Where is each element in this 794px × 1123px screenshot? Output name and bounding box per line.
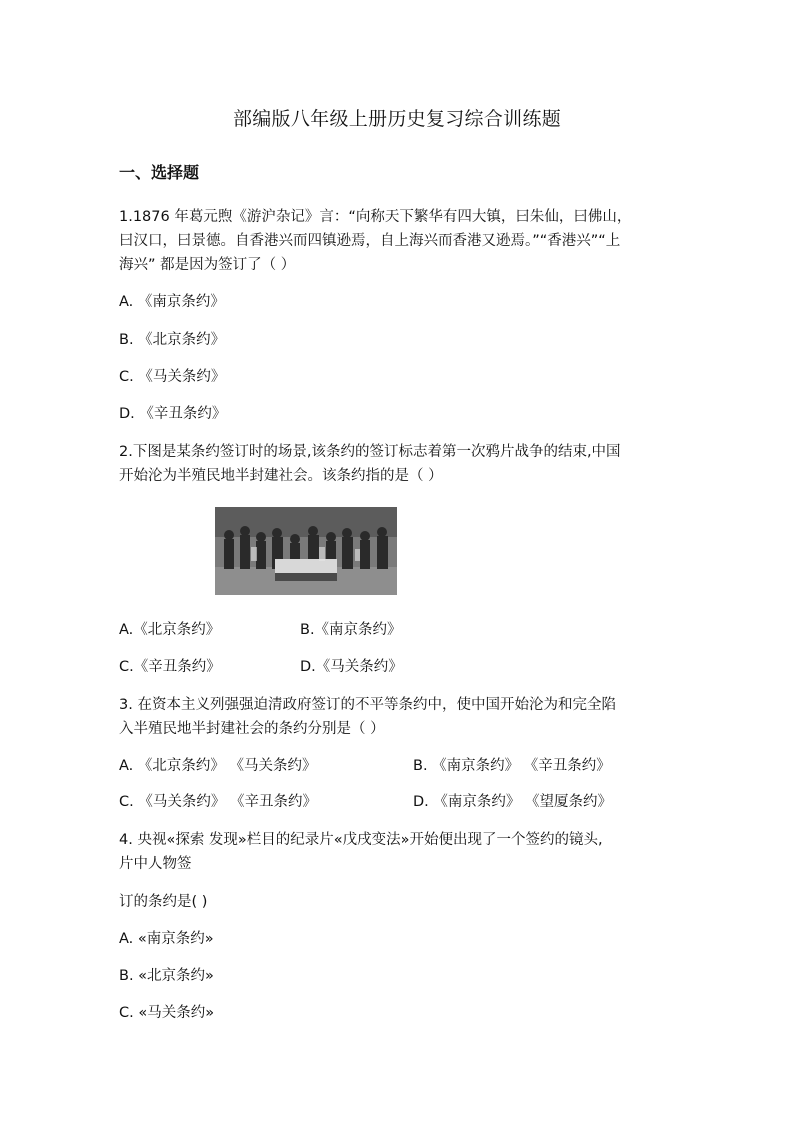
q1-stem-line1: 1.1876 年葛元煦《游沪杂记》言：“向称天下繁华有四大镇，曰朱仙，曰佛山， xyxy=(119,209,632,225)
page-title: 部编版八年级上册历史复习综合训练题 xyxy=(232,108,562,130)
q1-stem-line3: 海兴” 都是因为签订了（ ） xyxy=(119,257,296,273)
q4-option-a: A. «南京条约» xyxy=(119,931,214,947)
q3-stem-line2: 入半殖民地半封建社会的条约分别是（ ） xyxy=(119,721,385,737)
treaty-signing-photo xyxy=(215,507,397,595)
q4-stem-line3: 订的条约是( ) xyxy=(119,894,208,910)
q1-option-d: D. 《辛丑条约》 xyxy=(119,406,227,422)
q3-option-d: D. 《南京条约》 《望厦条约》 xyxy=(413,794,612,810)
q2-stem-line2: 开始沦为半殖民地半封建社会。该条约指的是（ ） xyxy=(119,468,443,484)
q1-stem-line2: 曰汉口，曰景德。自香港兴而四镇逊焉，自上海兴而香港又逊焉。”“香港兴”“上 xyxy=(119,233,621,249)
q4-option-c: C. «马关条约» xyxy=(119,1005,215,1021)
q2-stem-line1: 2.下图是某条约签订时的场景,该条约的签订标志着第一次鸦片战争的结束,中国 xyxy=(119,444,621,460)
q4-stem-line2: 片中人物签 xyxy=(119,856,192,872)
q1-option-c: C. 《马关条约》 xyxy=(119,369,226,385)
section-heading: 一、选择题 xyxy=(119,163,200,182)
q4-stem-line1: 4. 央视«探索 发现»栏目的纪录片«戊戌变法»开始便出现了一个签约的镜头, xyxy=(119,832,603,848)
q3-option-c: C. 《马关条约》 《辛丑条约》 xyxy=(119,794,317,810)
q3-stem-line1: 3. 在资本主义列强强迫清政府签订的不平等条约中，使中国开始沦为和完全陷 xyxy=(119,697,616,713)
q2-option-a: A.《北京条约》 xyxy=(119,622,221,638)
q2-option-c: C.《辛丑条约》 xyxy=(119,659,221,675)
q3-option-a: A. 《北京条约》 《马关条约》 xyxy=(119,758,317,774)
q2-option-d: D.《马关条约》 xyxy=(300,659,403,675)
q2-option-b: B.《南京条约》 xyxy=(300,622,402,638)
q1-option-b: B. 《北京条约》 xyxy=(119,332,226,348)
q3-option-b: B. 《南京条约》 《辛丑条约》 xyxy=(413,758,611,774)
q4-option-b: B. «北京条约» xyxy=(119,968,214,984)
q1-option-a: A. 《南京条约》 xyxy=(119,294,225,310)
